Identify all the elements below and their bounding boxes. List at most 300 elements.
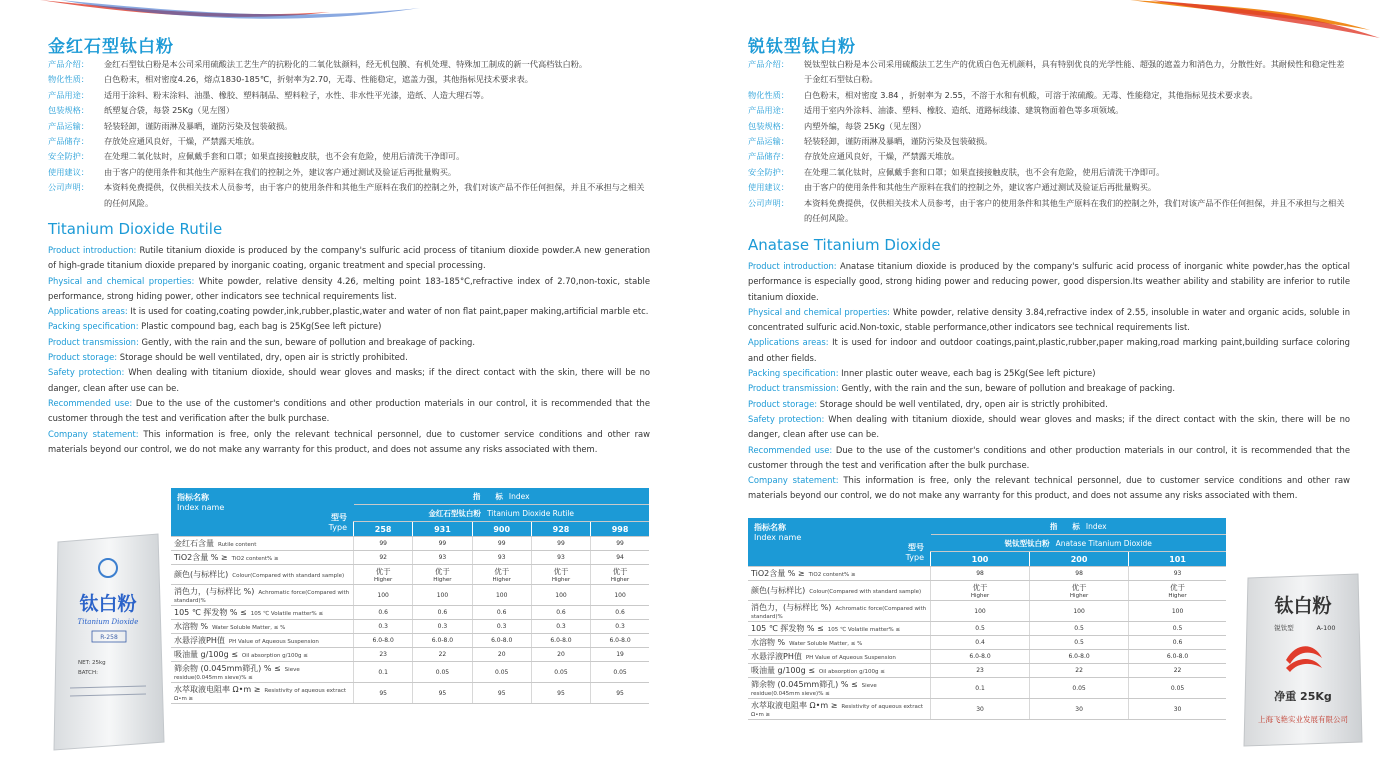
cn-spec-key: 产品运输： [48, 120, 89, 131]
row-label-cn: 105 ℃ 挥发物 % ≤ [751, 624, 824, 633]
table-cell: 95 [591, 683, 649, 704]
en-spec-value: Plastic compound bag, each bag is 25Kg(See left picture) [138, 321, 382, 332]
en-spec-paragraph [48, 335, 650, 350]
cell-cn: 优于 [1071, 583, 1087, 592]
table-row [171, 551, 649, 565]
header-index-en-label: Index [1085, 521, 1107, 531]
table-cell: 6.0-8.0 [1030, 650, 1129, 664]
table-cell: 100 [931, 601, 1030, 622]
table-cell: 6.0-8.0 [931, 650, 1030, 664]
cn-section-title: 锐钛型钛白粉 [748, 37, 856, 57]
anatase-product-bag-image [1242, 572, 1364, 748]
header-index-name [171, 488, 354, 537]
cn-spec-value: 纸塑复合袋，每袋 25Kg（见左图） [104, 105, 235, 116]
table-row [171, 662, 649, 683]
en-spec-key: Applications areas: [748, 337, 829, 348]
bag-maker: 上海飞艳实业发展有限公司 [1258, 715, 1348, 724]
table-cell: 6.0-8.0 [591, 634, 649, 648]
cn-spec-row [748, 134, 1348, 149]
row-label [171, 565, 354, 585]
row-label-cn: 水悬浮液PH值 [174, 636, 225, 645]
row-label-en: Resistivity of aqueous extract Ω•m ≥ [174, 688, 347, 702]
header-type-cn: 型号 [908, 543, 924, 552]
cell-cn: 优于 [612, 567, 628, 576]
en-spec-paragraph [48, 243, 650, 274]
cn-spec-value: 轻装轻卸，谨防雨淋及暴晒，谨防污染及包装破损。 [104, 120, 293, 131]
cn-spec-list [748, 57, 1348, 226]
en-spec-key: Product introduction: [48, 245, 137, 255]
table-cell: 93 [531, 551, 590, 565]
en-spec-value: Rutile titanium dioxide is produced by the company's sulfuric acid process of titanium dioxide powder.A new generation of high-grade titanium dioxide prepared by inorganic coating, organic treatment and special processing. [48, 245, 651, 271]
table-cell: 0.05 [591, 662, 649, 683]
cn-spec-value: 由于客户的使用条件和其他生产原料在我们的控制之外，建议客户通过测试及验证后再批量购买。 [104, 166, 457, 177]
table-row [748, 699, 1226, 720]
table-cell: 0.05 [1129, 678, 1226, 699]
cn-spec-value: 适用于室内外涂料、油漆、塑料、橡胶、造纸、道路标线漆、建筑物面着色等多项领域。 [804, 105, 1124, 116]
cn-spec-value: 适用于涂料、粉末涂料、油墨、橡胶、塑料制品、塑料粒子，水性、非水性平光漆，造纸、人造大理石等。 [104, 89, 489, 100]
en-spec-value: Gently, with the rain and the sun, beware of pollution and breakage of packing. [838, 383, 1175, 394]
header-index [354, 488, 650, 505]
table-cell [413, 565, 472, 585]
table-cell: 0.6 [354, 606, 413, 620]
table-cell: 0.05 [1030, 678, 1129, 699]
row-label-cn: 筛余物 (0.045mm筛孔) % ≤ [174, 664, 281, 673]
row-label [748, 699, 931, 720]
en-spec-value: White powder, relative density 3.84,refractive index of 2.55, insoluble in water and organic acids, soluble in concentrated sulfuric acid.Non-toxic, stable performance,other indicators see technical requirements list. [748, 306, 1351, 333]
table-cell: 22 [1030, 664, 1129, 678]
table-cell: 100 [472, 585, 531, 606]
row-label-cn: TiO2含量 % ≥ [174, 553, 228, 562]
table-row [748, 650, 1226, 664]
en-spec-paragraph [748, 412, 1350, 443]
table-cell: 0.6 [472, 606, 531, 620]
header-index-cn: 指标名称 [177, 493, 209, 502]
cn-spec-row [748, 196, 1348, 227]
row-label-en: Water Soluble Matter, ≤ % [212, 625, 286, 631]
row-label-cn: 吸油量 g/100g ≤ [751, 666, 815, 675]
table-cell: 0.3 [531, 620, 590, 634]
header-index-cn-label: 指 标 [1049, 521, 1080, 531]
cn-spec-key: 物化性质： [748, 89, 789, 100]
row-label [748, 622, 931, 636]
en-spec-paragraph [48, 396, 650, 427]
cn-spec-value: 白色粉末，相对密度4.26，熔点1830-185℃，折射率为2.70，无毒、性能稳定，遮盖力强，其他指标见技术要求表。 [104, 74, 533, 85]
bag-title: 钛白粉 [1274, 595, 1332, 617]
en-spec-paragraph [748, 259, 1350, 305]
row-label-cn: 105 ℃ 挥发物 % ≤ [174, 608, 247, 617]
table-cell: 95 [413, 683, 472, 704]
en-spec-value: It is used for indoor and outdoor coatings,paint,plastic,rubber,paper making,road marking paint,building surface coloring and other fields. [748, 337, 1350, 363]
table-cell: 23 [354, 648, 413, 662]
cn-spec-key: 公司声明： [48, 182, 89, 193]
en-spec-paragraph [748, 397, 1350, 412]
table-cell: 0.3 [472, 620, 531, 634]
bag-net: 净重 25Kg [1274, 690, 1332, 703]
en-spec-value: Storage should be well ventilated, dry, open air is strictly prohibited. [817, 398, 1108, 409]
table-cell: 0.5 [1030, 636, 1129, 650]
table-cell: 22 [413, 648, 472, 662]
row-label [171, 648, 354, 662]
row-label-cn: 金红石含量 [174, 539, 214, 548]
row-label [171, 683, 354, 704]
cn-spec-value: 锐钛型钛白粉是本公司采用硫酸法工艺生产的优质白色无机颜料，具有特别优良的光学性能、超强的遮盖力和消色力，分散性好。其耐候性和稳定性差于金红石型钛白粉。 [804, 59, 1345, 85]
en-section-title: Anatase Titanium Dioxide [748, 236, 941, 254]
row-label [171, 551, 354, 565]
bag-model: R-258 [100, 634, 118, 641]
row-label-en: Colour(Compared with standard sample) [809, 589, 922, 595]
row-label-en: Oil absorption g/100g ≤ [241, 653, 308, 659]
en-spec-paragraph [48, 319, 650, 334]
en-section-title: Titanium Dioxide Rutile [48, 220, 223, 238]
table-cell: 0.6 [1129, 636, 1226, 650]
en-spec-value: When dealing with titanium dioxide, should wear gloves and masks; if the direct contact with the skin, there will be no danger, clean after use can be. [748, 413, 1351, 440]
bag-batch: BATCH: [78, 670, 98, 676]
cn-spec-value: 存放处应通风良好，干燥，严禁露天堆放。 [104, 136, 260, 147]
row-label-en: PH Value of Aqueous Suspension [228, 639, 319, 645]
row-label-en: Resistivity of aqueous extract Ω•m ≥ [751, 704, 924, 718]
cn-spec-value: 本资料免费提供，仅供相关技术人员参考，由于客户的使用条件和其他生产原料在我们的控制之外，我们对该产品不作任何担保，并且不承担与之相关的任何风险。 [804, 197, 1345, 224]
table-cell [354, 565, 413, 585]
cn-spec-row [48, 103, 648, 118]
en-spec-body [748, 259, 1350, 504]
header-type-column: 101 [1129, 552, 1226, 567]
en-spec-value: Due to the use of the customer's conditions and other production materials in our control, it is recommended that the customer through the test and verification after the bulk purchase. [748, 444, 1350, 470]
table-cell [531, 565, 590, 585]
cell-cn: 优于 [972, 583, 988, 592]
table-cell: 100 [591, 585, 649, 606]
row-label-en: TiO2 content% ≥ [808, 572, 856, 578]
header-type-en: Type [905, 553, 924, 562]
header-type-column: 100 [931, 552, 1030, 567]
table-cell: 99 [354, 537, 413, 551]
cn-spec-key: 产品储存： [48, 136, 89, 147]
cn-spec-key: 物化性质： [48, 74, 89, 85]
cn-spec-row [748, 119, 1348, 134]
table-cell: 0.05 [531, 662, 590, 683]
table-cell: 100 [1129, 601, 1226, 622]
cell-en: Higher [1069, 593, 1089, 599]
table-cell: 100 [413, 585, 472, 606]
header-type-column: 200 [1030, 552, 1129, 567]
table-row [748, 678, 1226, 699]
cn-spec-value: 金红石型钛白粉是本公司采用硫酸法工艺生产的抗粉化的二氧化钛颜料，经无机包膜、有机处理、特殊加工制成的新一代高档钛白粉。 [104, 59, 588, 69]
table-row [171, 585, 649, 606]
table-row [171, 620, 649, 634]
table-cell: 0.5 [1030, 622, 1129, 636]
table-cell: 99 [472, 537, 531, 551]
cn-spec-value: 在处理二氧化钛时，应佩戴手套和口罩；如果直接接触皮肤，也不会有危险，使用后清洗干净即可。 [104, 151, 465, 162]
table-cell: 30 [931, 699, 1030, 720]
cell-en: Higher [373, 577, 393, 583]
table-row [748, 567, 1226, 581]
table-cell: 30 [1129, 699, 1226, 720]
row-label-en: PH Value of Aqueous Suspension [805, 655, 896, 661]
rutile-product-bag-image [48, 528, 168, 756]
en-spec-value: Anatase titanium dioxide is produced by the company's sulfuric acid process of inorganic white powder,has the optical performance is especially good, strong hiding power and reducing power, good dispersion.Its weather ability and stability are inferior to rutile titanium dioxide. [748, 261, 1350, 302]
table-cell: 0.4 [931, 636, 1030, 650]
en-spec-key: Product storage: [748, 398, 818, 409]
row-label-en: Oil absorption g/100g ≤ [818, 669, 885, 675]
cn-spec-row [48, 149, 648, 164]
row-label-cn: 水溶物 % [174, 622, 209, 631]
header-product-en: Titanium Dioxide Rutile [486, 508, 575, 518]
en-spec-key: Physical and chemical properties: [48, 275, 195, 286]
table-cell: 0.6 [531, 606, 590, 620]
table-cell: 93 [413, 551, 472, 565]
table-cell: 6.0-8.0 [1129, 650, 1226, 664]
table-cell: 23 [931, 664, 1030, 678]
header-type-cn: 型号 [331, 513, 347, 522]
cn-spec-row [48, 134, 648, 149]
table-row [748, 664, 1226, 678]
row-label [171, 606, 354, 620]
en-spec-key: Applications areas: [48, 306, 128, 317]
cn-spec-key: 安全防护： [48, 151, 89, 162]
table-cell [931, 581, 1030, 601]
table-cell: 0.1 [931, 678, 1030, 699]
table-cell: 100 [354, 585, 413, 606]
en-spec-value: Storage should be well ventilated, dry, open air is strictly prohibited. [117, 352, 408, 363]
table-cell: 99 [413, 537, 472, 551]
cn-spec-row [748, 165, 1348, 180]
en-spec-paragraph [48, 274, 650, 305]
row-label [748, 601, 931, 622]
en-spec-value: Inner plastic outer weave, each bag is 25Kg(See left picture) [838, 368, 1096, 379]
cn-spec-key: 使用建议： [48, 166, 89, 177]
table-cell: 92 [354, 551, 413, 565]
table-cell: 0.05 [413, 662, 472, 683]
row-label-cn: 水萃取液电阻率 Ω•m ≥ [751, 701, 838, 710]
table-row [171, 537, 649, 551]
table-cell [591, 565, 649, 585]
cn-spec-key: 产品介绍： [48, 59, 89, 69]
header-index-en: Index name [754, 533, 802, 542]
cn-spec-row [48, 88, 648, 103]
row-label [171, 662, 354, 683]
en-spec-key: Product storage: [48, 352, 118, 363]
table-cell: 6.0-8.0 [354, 634, 413, 648]
en-spec-paragraph [48, 427, 650, 458]
cell-en: Higher [492, 577, 511, 583]
header-index-cn-label: 指 标 [472, 491, 503, 501]
cell-en: Higher [433, 577, 452, 583]
header-type-column: 998 [591, 522, 649, 537]
header-product-cn: 金红石型钛白粉 [428, 508, 481, 518]
cn-spec-key: 包装规格： [48, 105, 89, 116]
row-label-cn: 水溶物 % [751, 638, 786, 647]
table-cell: 99 [591, 537, 649, 551]
row-label-en: Water Soluble Matter, ≤ % [789, 641, 863, 647]
en-spec-value: This information is free, only the relevant technical personnel, due to customer service conditions and other raw materials beyond our control, we do not make any warranty for this product, and does not assume any risks associated with them. [748, 475, 1350, 501]
table-row [748, 601, 1226, 622]
table-cell: 6.0-8.0 [531, 634, 590, 648]
en-spec-paragraph [48, 365, 650, 396]
en-spec-paragraph [748, 381, 1350, 396]
en-spec-key: Product transmission: [748, 383, 839, 394]
row-label-cn: 消色力，(与标样比 %) [751, 603, 832, 612]
cell-cn: 优于 [494, 567, 510, 576]
en-spec-key: Safety protection: [48, 367, 125, 378]
cn-spec-key: 产品用途： [48, 89, 89, 100]
cn-spec-value: 轻装轻卸，谨防雨淋及暴晒，谨防污染及包装破损。 [804, 136, 993, 147]
table-cell: 20 [472, 648, 531, 662]
table-cell: 100 [1030, 601, 1129, 622]
en-spec-key: Recommended use: [48, 397, 133, 408]
header-type-column: 931 [413, 522, 472, 537]
cn-spec-key: 包装规格： [748, 120, 789, 131]
row-label-en: TiO2 content% ≥ [231, 556, 279, 562]
table-cell: 95 [472, 683, 531, 704]
cell-cn: 优于 [375, 567, 391, 576]
cn-spec-row [48, 72, 648, 87]
table-cell: 95 [354, 683, 413, 704]
bag-title: 钛白粉 [79, 593, 137, 615]
row-label-en: Achromatic force(Compared with standard)% [751, 606, 927, 620]
row-label-en: Colour(Compared with standard sample) [232, 573, 345, 579]
row-label-cn: 颜色(与标样比) [751, 586, 806, 595]
cell-cn: 优于 [1170, 583, 1186, 592]
cn-spec-row [748, 88, 1348, 103]
row-label [748, 678, 931, 699]
cn-spec-value: 内塑外编，每袋 25Kg（见左图） [804, 120, 926, 131]
cn-spec-key: 使用建议： [748, 182, 789, 193]
cell-cn: 优于 [553, 567, 569, 576]
row-label-en: Achromatic force(Compared with standard)% [174, 590, 350, 604]
table-cell: 95 [531, 683, 590, 704]
row-label [748, 581, 931, 601]
en-spec-paragraph [48, 304, 650, 319]
table-cell: 0.1 [354, 662, 413, 683]
header-product [931, 535, 1227, 552]
table-cell [1030, 581, 1129, 601]
en-spec-key: Packing specification: [748, 368, 839, 379]
bag-model: A-100 [1316, 624, 1336, 632]
header-product-en: Anatase Titanium Dioxide [1055, 538, 1152, 548]
cn-section-title: 金红石型钛白粉 [48, 37, 174, 57]
cell-en: Higher [610, 577, 630, 583]
table-cell: 98 [931, 567, 1030, 581]
row-label-cn: 吸油量 g/100g ≤ [174, 650, 238, 659]
table-cell: 94 [591, 551, 649, 565]
en-spec-value: Due to the use of the customer's conditions and other production materials in our control, it is recommended that the customer through the test and verification after the bulk purchase. [48, 397, 650, 424]
table-cell: 0.6 [413, 606, 472, 620]
table-cell: 99 [531, 537, 590, 551]
cn-spec-key: 安全防护： [748, 166, 789, 177]
table-cell: 98 [1030, 567, 1129, 581]
table-cell: 0.5 [931, 622, 1030, 636]
cn-spec-row [748, 149, 1348, 164]
cn-spec-key: 产品储存： [748, 151, 789, 162]
table-row [748, 581, 1226, 601]
cell-en: Higher [1168, 593, 1187, 599]
en-spec-key: Packing specification: [48, 321, 139, 332]
table-row [171, 634, 649, 648]
table-cell: 93 [1129, 567, 1226, 581]
en-spec-value: White powder, relative density 4.26, melting point 183-185°C,refractive index of 2.70,non-toxic, stable performance, strong hiding power, other indicators see technical requirements list. [48, 275, 651, 301]
table-cell: 20 [531, 648, 590, 662]
en-spec-body [48, 243, 650, 457]
table-cell: 6.0-8.0 [413, 634, 472, 648]
table-cell: 0.3 [354, 620, 413, 634]
row-label-cn: 筛余物 (0.045mm筛孔) % ≤ [751, 680, 858, 689]
row-label [748, 664, 931, 678]
row-label-en: 105 ℃ Volatile matter% ≤ [250, 611, 324, 617]
row-label-cn: 水悬浮液PH值 [751, 652, 802, 661]
cn-spec-value: 由于客户的使用条件和其他生产原料在我们的控制之外，建议客户通过测试及验证后再批量购买。 [804, 182, 1157, 193]
table-cell: 0.5 [1129, 622, 1226, 636]
header-type-en: Type [328, 523, 347, 532]
table-cell: 93 [472, 551, 531, 565]
table-cell [1129, 581, 1226, 601]
cn-spec-key: 产品用途： [748, 105, 789, 116]
row-label [748, 567, 931, 581]
table-row [171, 648, 649, 662]
en-spec-key: Company statement: [48, 428, 139, 439]
row-label [748, 636, 931, 650]
row-label-en: Rutile content [218, 542, 257, 548]
header-index-en: Index name [177, 503, 225, 512]
rutile-spec-table [171, 488, 649, 704]
table-cell: 0.05 [472, 662, 531, 683]
row-label-cn: 消色力，(与标样比 %) [174, 587, 255, 596]
cn-spec-row [48, 180, 648, 211]
table-row [171, 683, 649, 704]
header-product [354, 505, 650, 522]
table-cell: 0.3 [591, 620, 649, 634]
header-index [931, 518, 1227, 535]
row-label [171, 537, 354, 551]
en-spec-paragraph [748, 305, 1350, 336]
en-spec-paragraph [748, 335, 1350, 366]
row-label-cn: TiO2含量 % ≥ [751, 569, 805, 578]
cell-cn: 优于 [434, 567, 450, 576]
cell-en: Higher [970, 593, 990, 599]
header-product-cn: 锐钛型钛白粉 [1004, 538, 1050, 548]
en-spec-key: Physical and chemical properties: [748, 306, 890, 317]
table-row [171, 565, 649, 585]
en-spec-paragraph [748, 473, 1350, 504]
cn-spec-row [48, 165, 648, 180]
header-type-column: 900 [472, 522, 531, 537]
en-spec-key: Safety protection: [748, 413, 825, 424]
en-spec-value: Gently, with the rain and the sun, beware of pollution and breakage of packing. [138, 336, 475, 347]
en-spec-value: This information is free, only the relevant technical personnel, due to customer service conditions and other raw materials beyond our control, we do not make any warranty for this product, and does not assume any risks associated with them. [48, 428, 650, 454]
cn-spec-row [748, 180, 1348, 195]
cell-en: Higher [551, 577, 571, 583]
table-cell: 19 [591, 648, 649, 662]
row-label-en: Sieve residue(0.045mm sieve)% ≤ [751, 683, 877, 697]
header-type-column: 258 [354, 522, 413, 537]
header-index-cn: 指标名称 [754, 523, 786, 532]
cn-spec-row [748, 103, 1348, 118]
row-label [171, 620, 354, 634]
table-row [748, 636, 1226, 650]
row-label [171, 585, 354, 606]
bag-subtitle: Titanium Dioxide [77, 618, 139, 626]
row-label-cn: 颜色(与标样比) [174, 570, 229, 579]
table-cell: 100 [531, 585, 590, 606]
cn-spec-row [48, 119, 648, 134]
table-cell [472, 565, 531, 585]
cn-spec-list [48, 57, 648, 211]
table-cell: 30 [1030, 699, 1129, 720]
cn-spec-value: 本资料免费提供，仅供相关技术人员参考，由于客户的使用条件和其他生产原料在我们的控制之外，我们对该产品不作任何担保，并且不承担与之相关的任何风险。 [104, 182, 645, 208]
row-label-cn: 水萃取液电阻率 Ω•m ≥ [174, 685, 261, 694]
cn-spec-key: 产品介绍： [748, 59, 789, 69]
cn-spec-row [48, 57, 648, 72]
en-spec-key: Company statement: [748, 475, 839, 486]
cn-spec-value: 在处理二氧化钛时，应佩戴手套和口罩；如果直接接触皮肤，也不会有危险，使用后清洗干净即可。 [804, 166, 1165, 177]
